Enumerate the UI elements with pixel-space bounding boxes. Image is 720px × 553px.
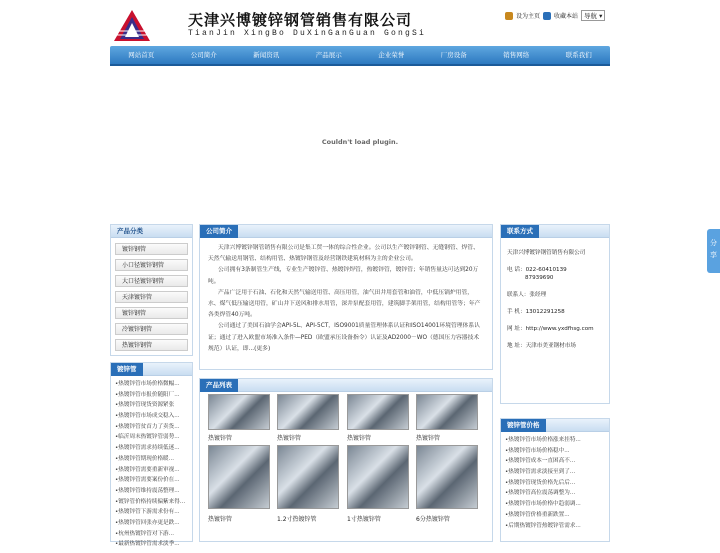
product-image[interactable] bbox=[347, 445, 409, 509]
nav-select[interactable]: 导航 ▾ bbox=[581, 10, 605, 21]
product-image[interactable] bbox=[416, 445, 478, 509]
news-link[interactable]: •最新热镀锌管需求淡季... bbox=[115, 541, 180, 548]
company-logo[interactable] bbox=[113, 9, 151, 42]
news-link[interactable]: •热镀锌管需要重新审视... bbox=[115, 466, 180, 473]
about-text bbox=[200, 238, 492, 355]
category-item[interactable]: 热镀锌钢管 bbox=[115, 339, 188, 351]
main-nav bbox=[110, 46, 610, 64]
about-header bbox=[200, 225, 492, 238]
news-link[interactable]: •热镀锌管市报价随阳厂... bbox=[115, 391, 180, 398]
right-news-title: 镀锌管价格 bbox=[501, 419, 546, 432]
category-item[interactable]: 天津镀锌管 bbox=[115, 291, 188, 303]
website-link[interactable]: http://www.yxdfhsg.com bbox=[525, 326, 594, 332]
contact-mobile bbox=[507, 307, 603, 315]
product-label[interactable]: 6分热镀锌管 bbox=[416, 516, 450, 523]
news-link[interactable]: •热镀锌管现货资源紧张 bbox=[115, 402, 175, 409]
product-image[interactable] bbox=[277, 394, 339, 430]
product-label[interactable]: 热镀锌管 bbox=[347, 435, 372, 442]
left-news-title: 镀锌管 bbox=[111, 363, 143, 376]
address-value: 天津市美亚钢材市场 bbox=[525, 343, 576, 349]
about-paragraph: 产品广泛用于石油、石化和天然气输送用管、高压用管，油气田井用套管和油管，中低压锅炉用管，水、煤气低压输送用管，矿山井下送风和排水用管，深井泵配套用管，建筑脚手架用管，结构用管等；年产各类焊管40万吨。 bbox=[208, 289, 481, 319]
news-link[interactable]: •热镀锌管价格重新跌置... bbox=[505, 511, 570, 518]
news-link[interactable]: •热镀锌管市场价格微幅... bbox=[115, 381, 180, 387]
nav-contact[interactable]: 联系我们 bbox=[565, 51, 592, 59]
category-item[interactable]: 镀锌钢管 bbox=[115, 243, 188, 255]
product-label[interactable]: 1寸热镀锌管 bbox=[347, 516, 381, 523]
plugin-message: Couldn't load plugin. bbox=[321, 138, 399, 146]
news-link[interactable]: •热镀锌管需求淡接至到了... bbox=[505, 469, 576, 476]
nav-news[interactable]: 新闻资讯 bbox=[253, 51, 280, 59]
category-item[interactable]: 冷镀锌钢管 bbox=[115, 323, 188, 335]
about-box bbox=[199, 224, 493, 370]
person-value: 张经理 bbox=[529, 292, 547, 298]
about-paragraph: 公司通过了美国石油学会API-5L、API-5CT，ISO9001质量管理体系认证和ISO14001环境管理体系认证；通过了进入欧盟市场准入条件—PED（欧盟承压设备指令）认证及AD2000－WO（德国压力容器技术规范）认证，即...(更多) bbox=[208, 323, 480, 352]
product-label[interactable]: 热镀锌管 bbox=[416, 435, 441, 442]
nav-about[interactable]: 公司简介 bbox=[190, 51, 217, 59]
products-header bbox=[200, 379, 492, 392]
favorite-icon bbox=[543, 12, 551, 20]
contact-box bbox=[500, 224, 610, 404]
company-english-name: TianJin XingBo DuXinGanGuan GongSi bbox=[188, 29, 427, 38]
mobile-value: 13012291258 bbox=[525, 309, 565, 315]
website-label: 网 址： bbox=[507, 326, 526, 332]
news-link[interactable]: •热镀锌管市场成交稳入... bbox=[115, 413, 180, 420]
nav-products[interactable]: 产品展示 bbox=[315, 51, 342, 59]
top-links bbox=[505, 10, 605, 21]
news-link[interactable]: •热镀锌管回张亦更是跌... bbox=[115, 519, 180, 526]
products-title: 产品列表 bbox=[200, 379, 238, 392]
home-icon bbox=[505, 12, 513, 20]
about-paragraph: 公司拥有3条制管生产线，专业生产镀锌管、热镀锌焊管，热镀锌管，镀锌管；年销售量达可达到20万吨。 bbox=[208, 267, 479, 285]
news-link[interactable]: •热镀锌管下游需求份有... bbox=[115, 509, 180, 516]
news-link[interactable]: •镀锌管价格持续偏紫来得... bbox=[115, 498, 186, 505]
mobile-label: 手 机： bbox=[507, 309, 526, 315]
contact-tel-2: 87939690 bbox=[525, 275, 554, 281]
address-label: 地 址： bbox=[507, 343, 526, 349]
nav-honors[interactable]: 企业荣誉 bbox=[378, 51, 405, 59]
news-link[interactable]: •热镀锌管市场价格中趋弱调... bbox=[505, 501, 581, 508]
news-link[interactable]: •热镀锌管现货价格先后后... bbox=[505, 479, 576, 486]
set-homepage-link[interactable]: 设为主页 bbox=[516, 13, 541, 20]
right-news-list bbox=[501, 432, 609, 534]
about-title: 公司简介 bbox=[200, 225, 238, 238]
news-link[interactable]: •热镀锌管期现价格暖... bbox=[115, 455, 174, 462]
category-title: 产品分类 bbox=[117, 227, 143, 235]
products-box bbox=[199, 378, 493, 542]
plugin-area[interactable] bbox=[110, 66, 610, 216]
news-link[interactable]: •杭州热镀锌管对下游... bbox=[115, 530, 174, 537]
contact-title: 联系方式 bbox=[501, 225, 539, 238]
add-favorite-link[interactable]: 收藏本站 bbox=[554, 13, 579, 20]
category-list bbox=[111, 238, 192, 359]
contact-address bbox=[507, 341, 603, 349]
category-header bbox=[111, 225, 192, 238]
left-news-list bbox=[111, 376, 192, 553]
product-label[interactable]: 热镀锌管 bbox=[208, 435, 233, 442]
contact-info bbox=[501, 238, 609, 368]
nav-home[interactable]: 网站首页 bbox=[128, 51, 155, 59]
contact-header bbox=[501, 225, 609, 238]
product-label[interactable]: 热镀锌管 bbox=[277, 435, 302, 442]
news-link[interactable]: •热镀锌管市场价格稳中... bbox=[505, 447, 570, 454]
product-image[interactable] bbox=[208, 445, 270, 509]
nav-facilities[interactable]: 厂房设备 bbox=[440, 51, 467, 59]
right-news-header bbox=[501, 419, 609, 432]
news-link[interactable]: •后期热镀锌管热镀锌管需求... bbox=[505, 522, 581, 529]
left-news-box bbox=[110, 362, 193, 548]
contact-website bbox=[507, 324, 603, 332]
category-box bbox=[110, 224, 193, 356]
category-item[interactable]: 小口径镀锌钢管 bbox=[115, 259, 188, 271]
contact-company: 天津兴博镀锌钢管销售有限公司 bbox=[507, 250, 586, 256]
product-image[interactable] bbox=[347, 394, 409, 430]
tel-label: 电 话： bbox=[507, 267, 526, 273]
contact-tel bbox=[507, 265, 603, 273]
share-button[interactable]: 分享 bbox=[707, 229, 720, 273]
news-link[interactable]: •临沂周末热镀锌管弱势... bbox=[115, 434, 180, 441]
product-label[interactable]: 1.2寸热镀锌管 bbox=[277, 516, 317, 523]
nav-sales-network[interactable]: 销售网络 bbox=[503, 51, 530, 59]
product-image[interactable] bbox=[277, 445, 339, 509]
contact-person bbox=[507, 290, 603, 298]
tel-value: 022-60410139 bbox=[525, 267, 567, 273]
product-image[interactable] bbox=[416, 394, 478, 430]
news-link[interactable]: •热镀锌管需求持续低迷... bbox=[115, 445, 180, 452]
right-news-box bbox=[500, 418, 610, 542]
news-link[interactable]: •热镀锌管贫首力了卖货... bbox=[115, 423, 180, 430]
category-item[interactable]: 镀锌钢管 bbox=[115, 307, 188, 319]
news-link[interactable]: •热镀锌管维持震荡整理... bbox=[115, 487, 180, 494]
person-label: 联系人： bbox=[507, 292, 530, 298]
news-link[interactable]: •热镀锌管成本一直困高不... bbox=[505, 458, 576, 465]
news-link[interactable]: •热镀锌管市场价格涨来挂特... bbox=[505, 437, 581, 443]
product-label[interactable]: 热镀锌管 bbox=[208, 516, 233, 523]
news-link[interactable]: •热镀锌管高位震荡调整为... bbox=[505, 490, 576, 497]
nav-select-value: 导航 bbox=[584, 12, 598, 20]
about-paragraph: 天津兴博镀锌钢管销售有限公司是集工贸一体的综合性企业。公司以生产镀锌钢管、无缝钢管、焊管、天然气输送用钢管、结构用管、热镀锌钢管及经营钢铁建筑材料为主的企业公司。 bbox=[208, 245, 479, 263]
category-item[interactable]: 大口径镀锌钢管 bbox=[115, 275, 188, 287]
company-name: 天津兴博镀锌钢管销售有限公司 bbox=[188, 11, 413, 29]
left-news-header bbox=[111, 363, 192, 376]
news-link[interactable]: •热镀锌管需要案份价在... bbox=[115, 477, 180, 484]
product-image[interactable] bbox=[208, 394, 270, 430]
